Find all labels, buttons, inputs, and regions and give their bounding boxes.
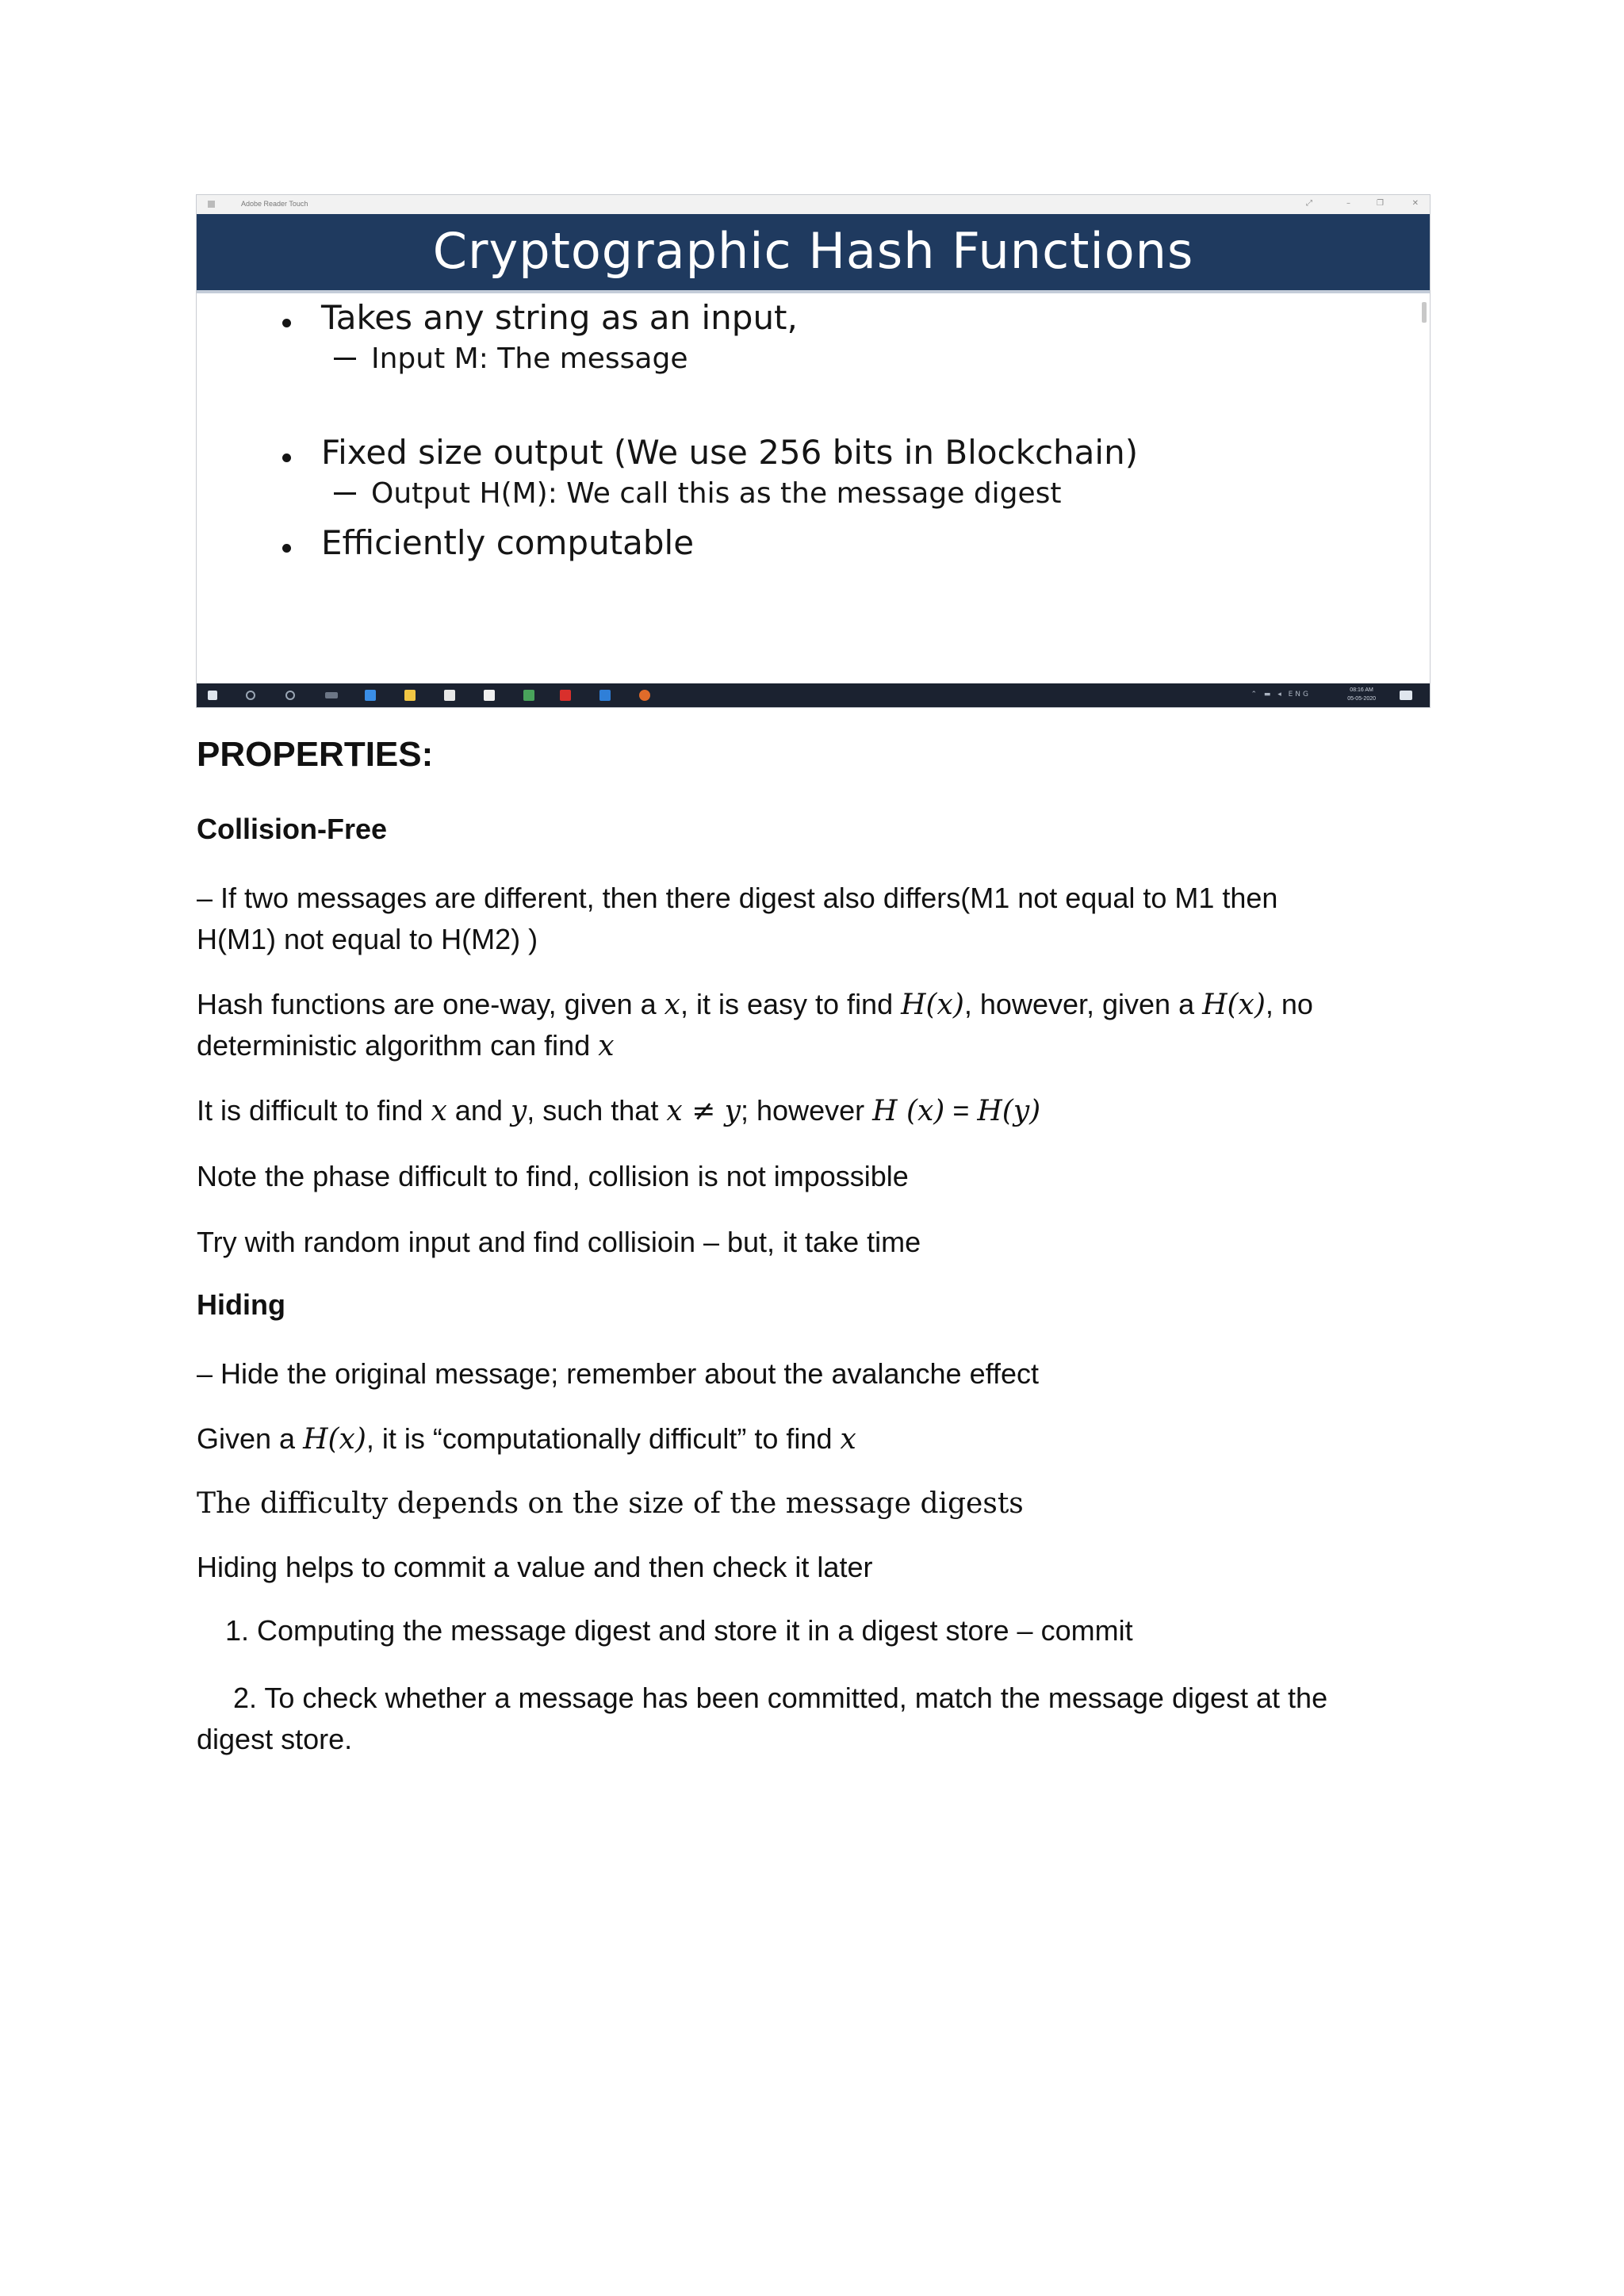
slide-body [197,293,1430,683]
window-titlebar [197,195,1430,215]
window-title: Adobe Reader Touch [241,200,308,208]
text-run: ; however [741,1094,873,1127]
paragraph: – If two messages are different, then there digest also differs(M1 not equal to M1 then [197,882,1278,914]
text-run: Given a [197,1422,304,1455]
system-tray[interactable]: ⌃ ▬ ◂ ENG [1251,691,1311,698]
store-icon[interactable] [444,690,455,701]
math-symbol: H(x) [303,1423,366,1456]
slide-sub-bullet: Input M: The message [371,342,688,375]
paragraph: Try with random input and find collisioin – but, it take time [197,1226,921,1258]
bullet-icon [282,544,291,553]
paragraph: Hiding helps to commit a value and then check it later [197,1551,873,1583]
close-icon[interactable]: ✕ [1411,199,1419,208]
adobe-reader-icon[interactable] [560,690,571,701]
minimize-icon[interactable]: – [1346,199,1350,208]
slide-bullet: Fixed size output (We use 256 bits in Blockchain) [321,433,1139,472]
bullet-icon [282,453,291,462]
app-icon[interactable] [599,690,611,701]
subsection-title: Collision-Free [197,813,388,845]
slide-title: Cryptographic Hash Functions [432,222,1194,280]
text-run: Hash functions are one-way, given a [197,988,665,1020]
text-run: , however, given a [963,988,1203,1020]
slide-header [197,214,1430,293]
paragraph: H(M1) not equal to H(M2) ) [197,923,538,955]
math-symbol: x [664,989,680,1021]
math-symbol: H(x) [1202,989,1266,1021]
scrollbar-thumb[interactable] [1422,302,1427,323]
math-symbol: x ≠ y [666,1095,741,1127]
notification-icon[interactable] [1400,691,1412,700]
search-icon[interactable] [246,691,255,700]
math-symbol: x [431,1095,447,1127]
section-heading: PROPERTIES: [197,735,434,774]
math-symbol: y [510,1095,527,1127]
text-run: , it is easy to find [680,988,902,1020]
math-symbol: H(y) [977,1095,1041,1127]
fullscreen-icon[interactable]: ⤢ [1306,199,1312,208]
clock-date: 05-05-2020 [1347,696,1376,702]
subsection-title: Hiding [197,1288,285,1321]
list-item: 2. To check whether a message has been committed, match the message digest at the [233,1682,1328,1714]
cortana-icon[interactable] [285,691,295,700]
math-symbol: H(x) [901,989,964,1021]
sub-bullet-dash [334,492,356,495]
text-run: deterministic algorithm can find [197,1029,599,1062]
app-icon [208,201,215,208]
text-run: , it is “computationally difficult” to find [366,1422,841,1455]
paragraph: The difficulty depends on the size of the message digests [197,1487,1024,1520]
text-run: , such that [527,1094,667,1127]
sub-bullet-dash [334,358,356,360]
text-run: It is difficult to find [197,1094,431,1127]
browser-icon[interactable] [639,690,650,701]
paragraph [197,1090,1040,1132]
text-run: and [446,1094,511,1127]
start-icon[interactable] [208,691,217,700]
bullet-icon [282,319,291,327]
mail-icon[interactable] [484,690,495,701]
slide-bullet: Takes any string as an input, [321,298,798,337]
paragraph: – Hide the original message; remember about the avalanche effect [197,1357,1039,1390]
folder-icon[interactable] [404,690,416,701]
text-run: , no [1265,988,1313,1020]
list-item: 1. Computing the message digest and store it in a digest store – commit [225,1614,1133,1647]
taskbar-clock[interactable] [1347,686,1376,703]
slide-sub-bullet: Output H(M): We call this as the message digest [371,477,1062,510]
slide-bullet: Efficiently computable [321,523,695,562]
math-symbol: H (x) [872,1095,945,1127]
clock-time: 08:16 AM [1350,687,1373,693]
paragraph: Note the phase difficult to find, collision is not impossible [197,1160,909,1192]
paragraph [197,1418,856,1460]
task-view-icon[interactable] [325,692,338,698]
paragraph [197,1025,615,1067]
math-symbol: x [840,1423,856,1456]
text-run: = [944,1094,978,1127]
edge-icon[interactable] [365,690,376,701]
slide-screenshot [197,195,1430,707]
taskbar [197,683,1430,707]
math-symbol: x [598,1030,615,1062]
list-item-continuation: digest store. [197,1723,353,1755]
maximize-icon[interactable]: ❐ [1377,199,1384,208]
paragraph [197,984,1313,1026]
app-icon[interactable] [523,690,534,701]
